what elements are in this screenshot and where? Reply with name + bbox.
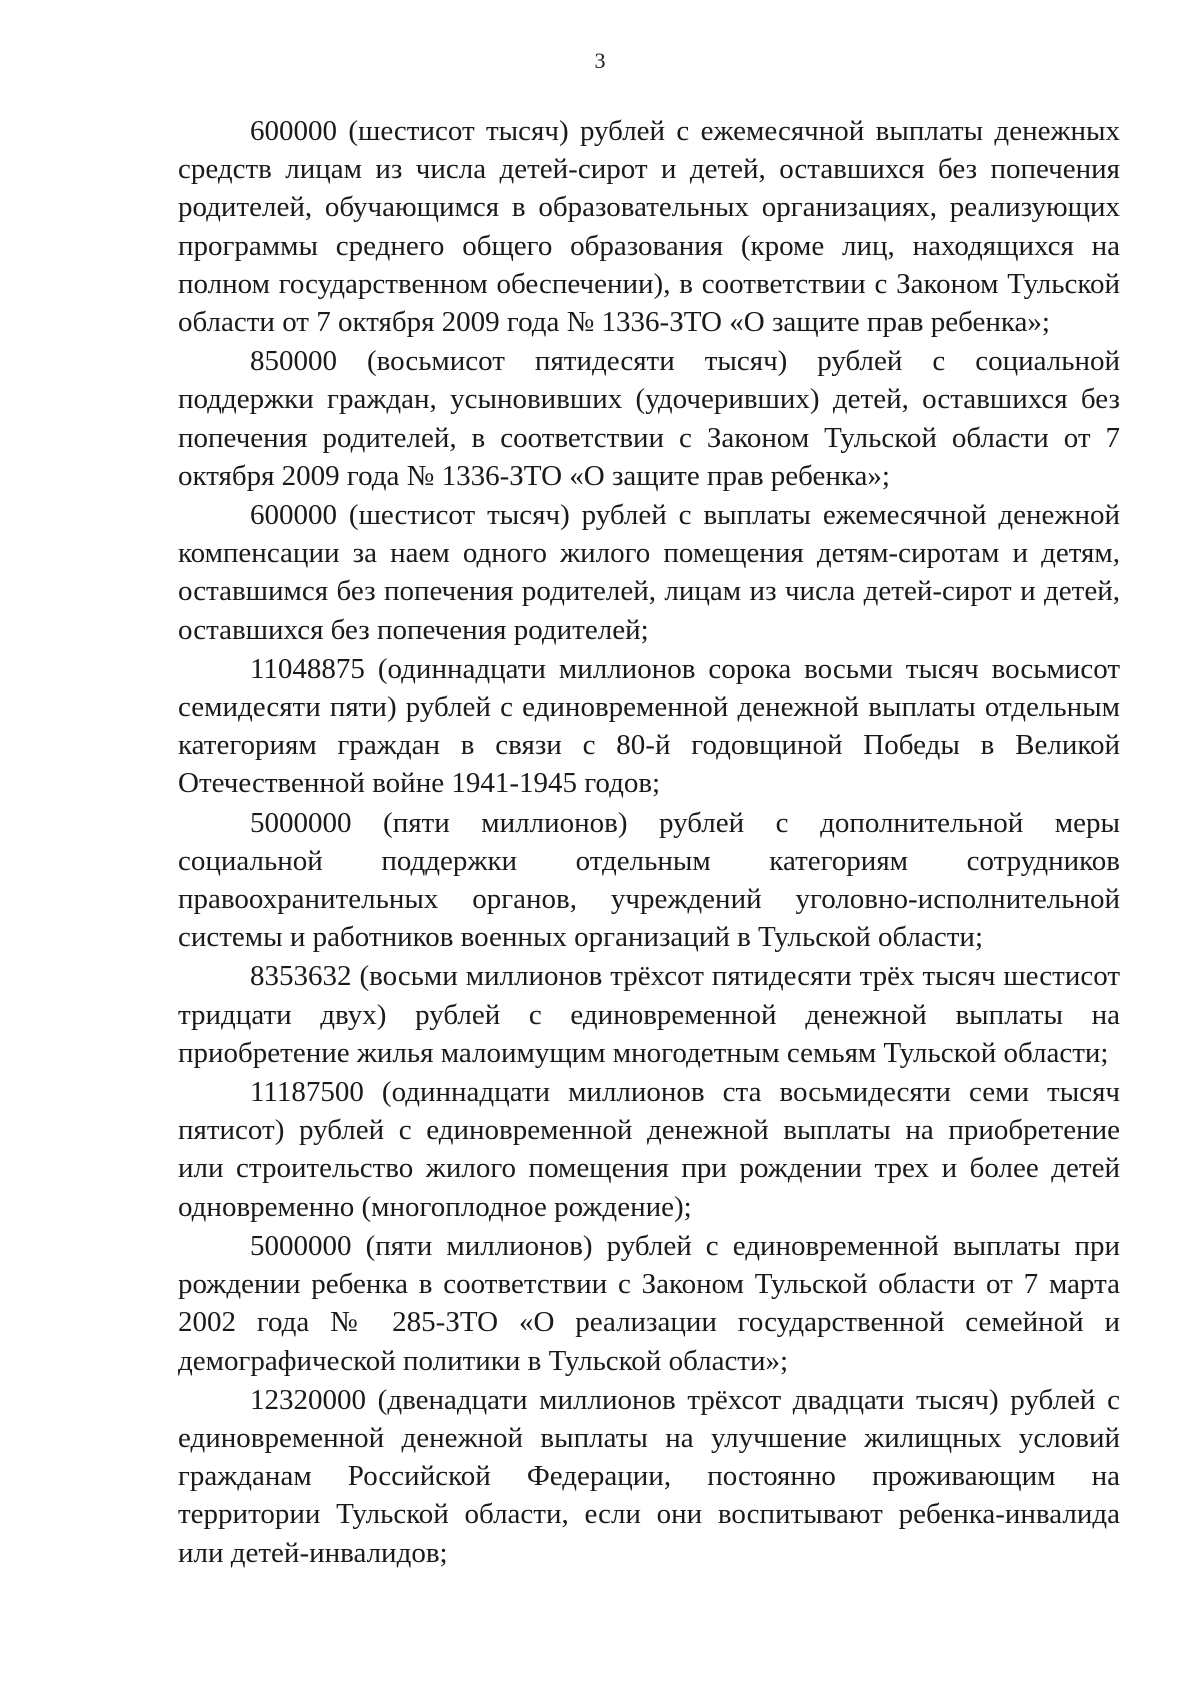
paragraph-victory-anniversary-payment: 11048875 (одиннадцати миллионов сорока восьми тысяч восьмисот семидесяти пяти) рублей с единовременной денежной выплаты отдельным категориям граждан в связи с 80-й годовщиной Победы в Великой Отечественной войне 1941-1945 годов; [178, 652, 1120, 800]
paragraph-multiple-birth-housing: 11187500 (одиннадцати миллионов ста восьмидесяти семи тысяч пятисот) рублей с единовременной денежной выплаты на приобретение или строительство жилого помещения при рождении трех и более детей одновременно (многоплодное рождение); [178, 1076, 1120, 1223]
document-body [178, 112, 1120, 1573]
paragraph-orphan-education-payment: 600000 (шестисот тысяч) рублей с ежемесячной выплаты денежных средств лицам из числа детей-сирот и детей, оставшихся без попечения родителей, обучающимся в образовательных организациях, реализующих программы среднего общего образования (кроме лиц, находящихся на полном государственном обеспечении), в соответствии с Законом Тульской области от 7 октября 2009 года № 1336-ЗТО «О защите прав ребенка»; [178, 115, 1120, 339]
page-number: 3 [594, 48, 606, 73]
paragraph-birth-payment: 5000000 (пяти миллионов) рублей с единовременной выплаты при рождении ребенка в соответствии с Законом Тульской области от 7 марта 2002 года № 285-ЗТО «О реализации государственной семейной и демографической политики в Тульской области»; [178, 1229, 1120, 1377]
paragraph-large-family-housing: 8353632 (восьми миллионов трёхсот пятидесяти трёх тысяч шестисот тридцати двух) рублей с единовременной денежной выплаты на приобретение жилья малоимущим многодетным семьям Тульской области; [178, 960, 1120, 1069]
paragraph-adoption-support: 850000 (восьмисот пятидесяти тысяч) рублей с социальной поддержки граждан, усыновивших (удочеривших) детей, оставшихся без попечения родителей, в соответствии с Законом Тульской области от 7 октября 2009 года № 1336-ЗТО «О защите прав ребенка»; [178, 345, 1120, 492]
paragraph-law-enforcement-support: 5000000 (пяти миллионов) рублей с дополнительной меры социальной поддержки отдельным категориям сотрудников правоохранительных органов, учреждений уголовно-исполнительной системы и работников военных организаций в Тульской области; [178, 806, 1120, 954]
paragraph-housing-rent-compensation: 600000 (шестисот тысяч) рублей с выплаты ежемесячной денежной компенсации за наем одного жилого помещения детям-сиротам и детям, оставшимся без попечения родителей, лицам из числа детей-сирот и детей, оставшихся без попечения родителей; [178, 499, 1120, 646]
paragraph-disabled-child-housing: 12320000 (двенадцати миллионов трёхсот двадцати тысяч) рублей с единовременной денежной выплаты на улучшение жилищных условий гражданам Российской Федерации, постоянно проживающим на территории Тульской области, если они воспитывают ребенка-инвалида или детей-инвалидов; [178, 1383, 1120, 1569]
